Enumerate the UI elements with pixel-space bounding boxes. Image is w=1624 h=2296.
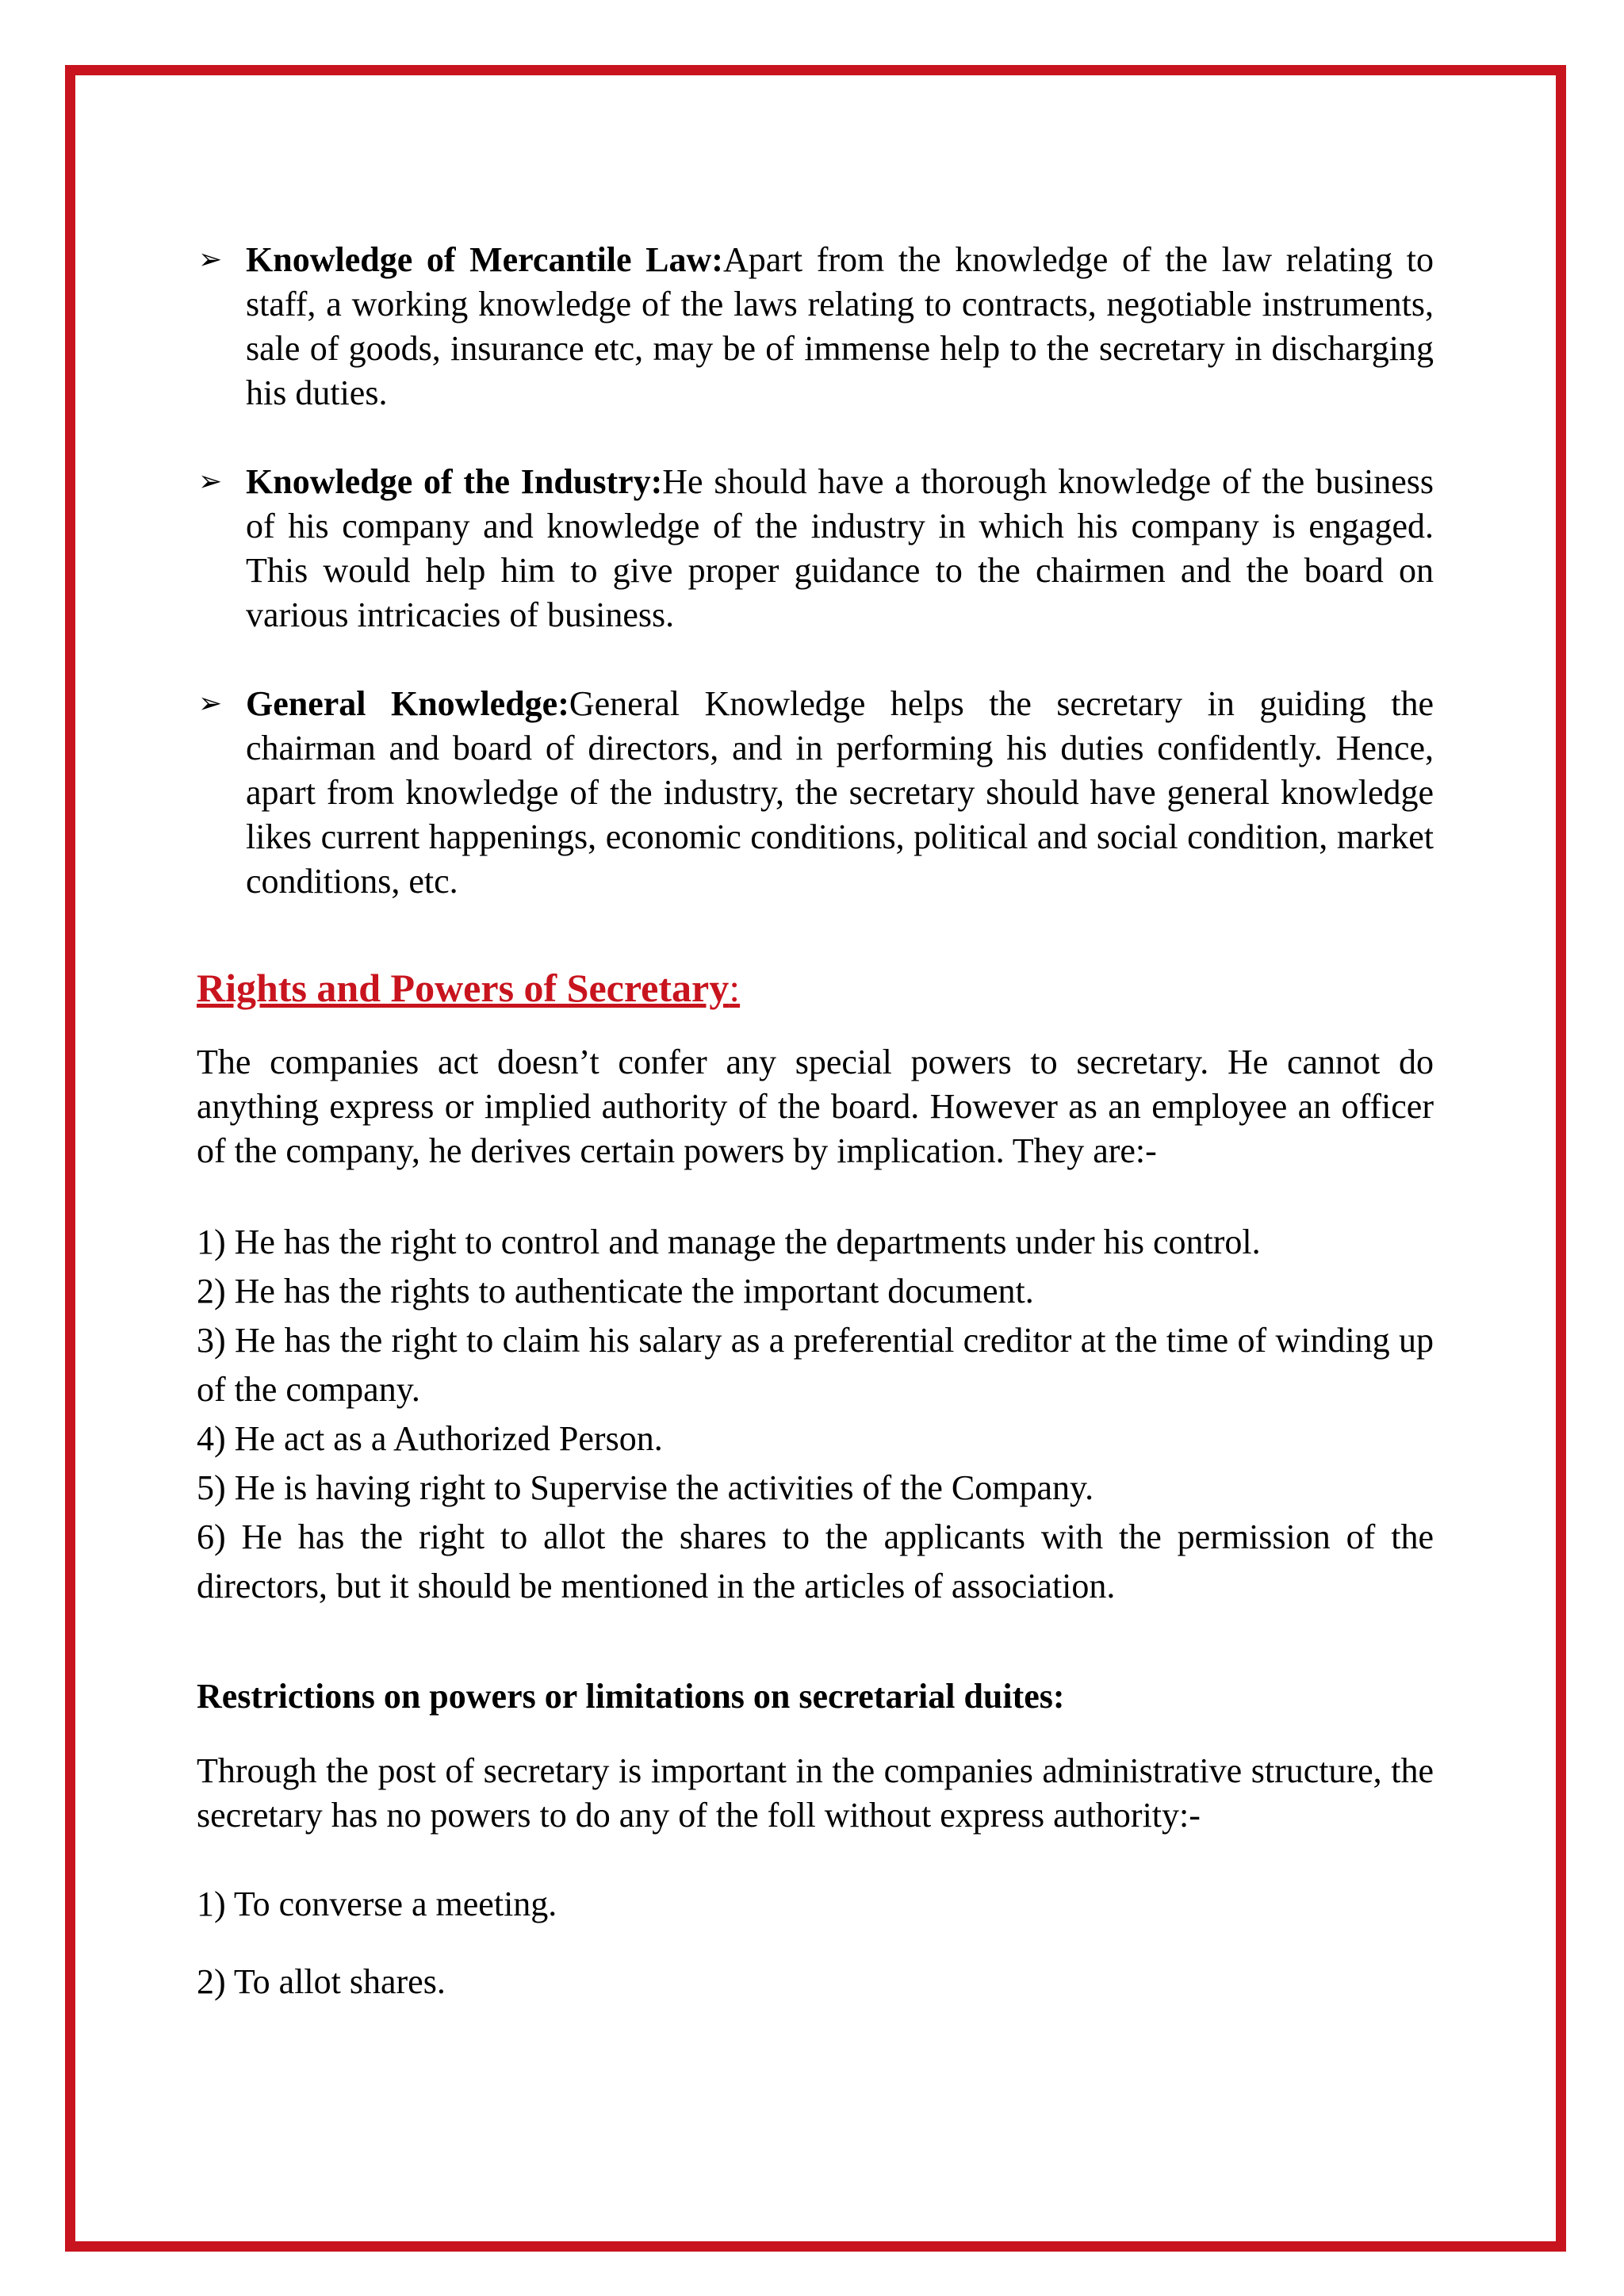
restrictions-intro: Through the post of secretary is important in the companies administrative structure, the secretary has no powers to do any of the foll without express authority:- xyxy=(197,1751,1434,1835)
list-item: 2) He has the rights to authenticate the important document. xyxy=(197,1272,1034,1311)
bullet-mercantile-law xyxy=(197,238,1434,415)
rights-intro: The companies act doesn’t confer any special powers to secretary. He cannot do anything express or implied authority of the board. However as an employee an officer of the company, he derives certain powers by implication. They are:- xyxy=(197,1043,1434,1170)
rights-list xyxy=(197,1218,1434,1611)
bullet-text: He should have a thorough knowledge of the business of his company and knowledge of the industry in which his company is engaged. This would help him to give proper guidance to the chairmen and the board on various intricacies of business. xyxy=(246,462,1434,634)
list-item: 3) He has the right to claim his salary as a preferential creditor at the time of winding up of the company. xyxy=(197,1321,1434,1409)
bullet-text: Apart from the knowledge of the law relating to staff, a working knowledge of the laws relating to contracts, negotiable instruments, sale of goods, insurance etc, may be of immense help to the secretary in discharging his duties. xyxy=(246,240,1434,412)
rights-heading-colon: : xyxy=(729,966,741,1010)
list-item: 6) He has the right to allot the shares to the applicants with the permission of the directors, but it should be mentioned in the articles of association. xyxy=(197,1517,1434,1605)
bullet-term: Knowledge of the Industry: xyxy=(246,462,663,501)
arrow-bullet-icon: ➢ xyxy=(198,243,223,276)
list-item: 2) To allot shares. xyxy=(197,1962,446,2001)
bullet-industry xyxy=(197,460,1434,637)
list-item: 5) He is having right to Supervise the activities of the Company. xyxy=(197,1468,1094,1507)
arrow-bullet-icon: ➢ xyxy=(198,465,223,498)
list-item: 1) He has the right to control and manage the departments under his control. xyxy=(197,1223,1261,1261)
list-item: 4) He act as a Authorized Person. xyxy=(197,1419,663,1458)
rights-heading-text: Rights and Powers of Secretary xyxy=(197,966,730,1010)
bullet-general-knowledge xyxy=(197,682,1434,904)
bullet-term: General Knowledge: xyxy=(246,684,569,723)
arrow-bullet-icon: ➢ xyxy=(198,687,223,720)
bullet-text: General Knowledge helps the secretary in guiding the chairman and board of directors, and in performing his duties confidently. Hence, apart from knowledge of the industry, the secretary should have general knowledge likes current happenings, economic conditions, political and social condition, market conditions, etc. xyxy=(246,684,1434,901)
bullet-term: Knowledge of Mercantile Law: xyxy=(246,240,723,279)
document-body xyxy=(197,238,1434,2038)
rights-heading xyxy=(197,964,1434,1012)
restrictions-heading: Restrictions on powers or limitations on secretarial duites: xyxy=(197,1677,1065,1716)
list-item: 1) To converse a meeting. xyxy=(197,1885,557,1923)
